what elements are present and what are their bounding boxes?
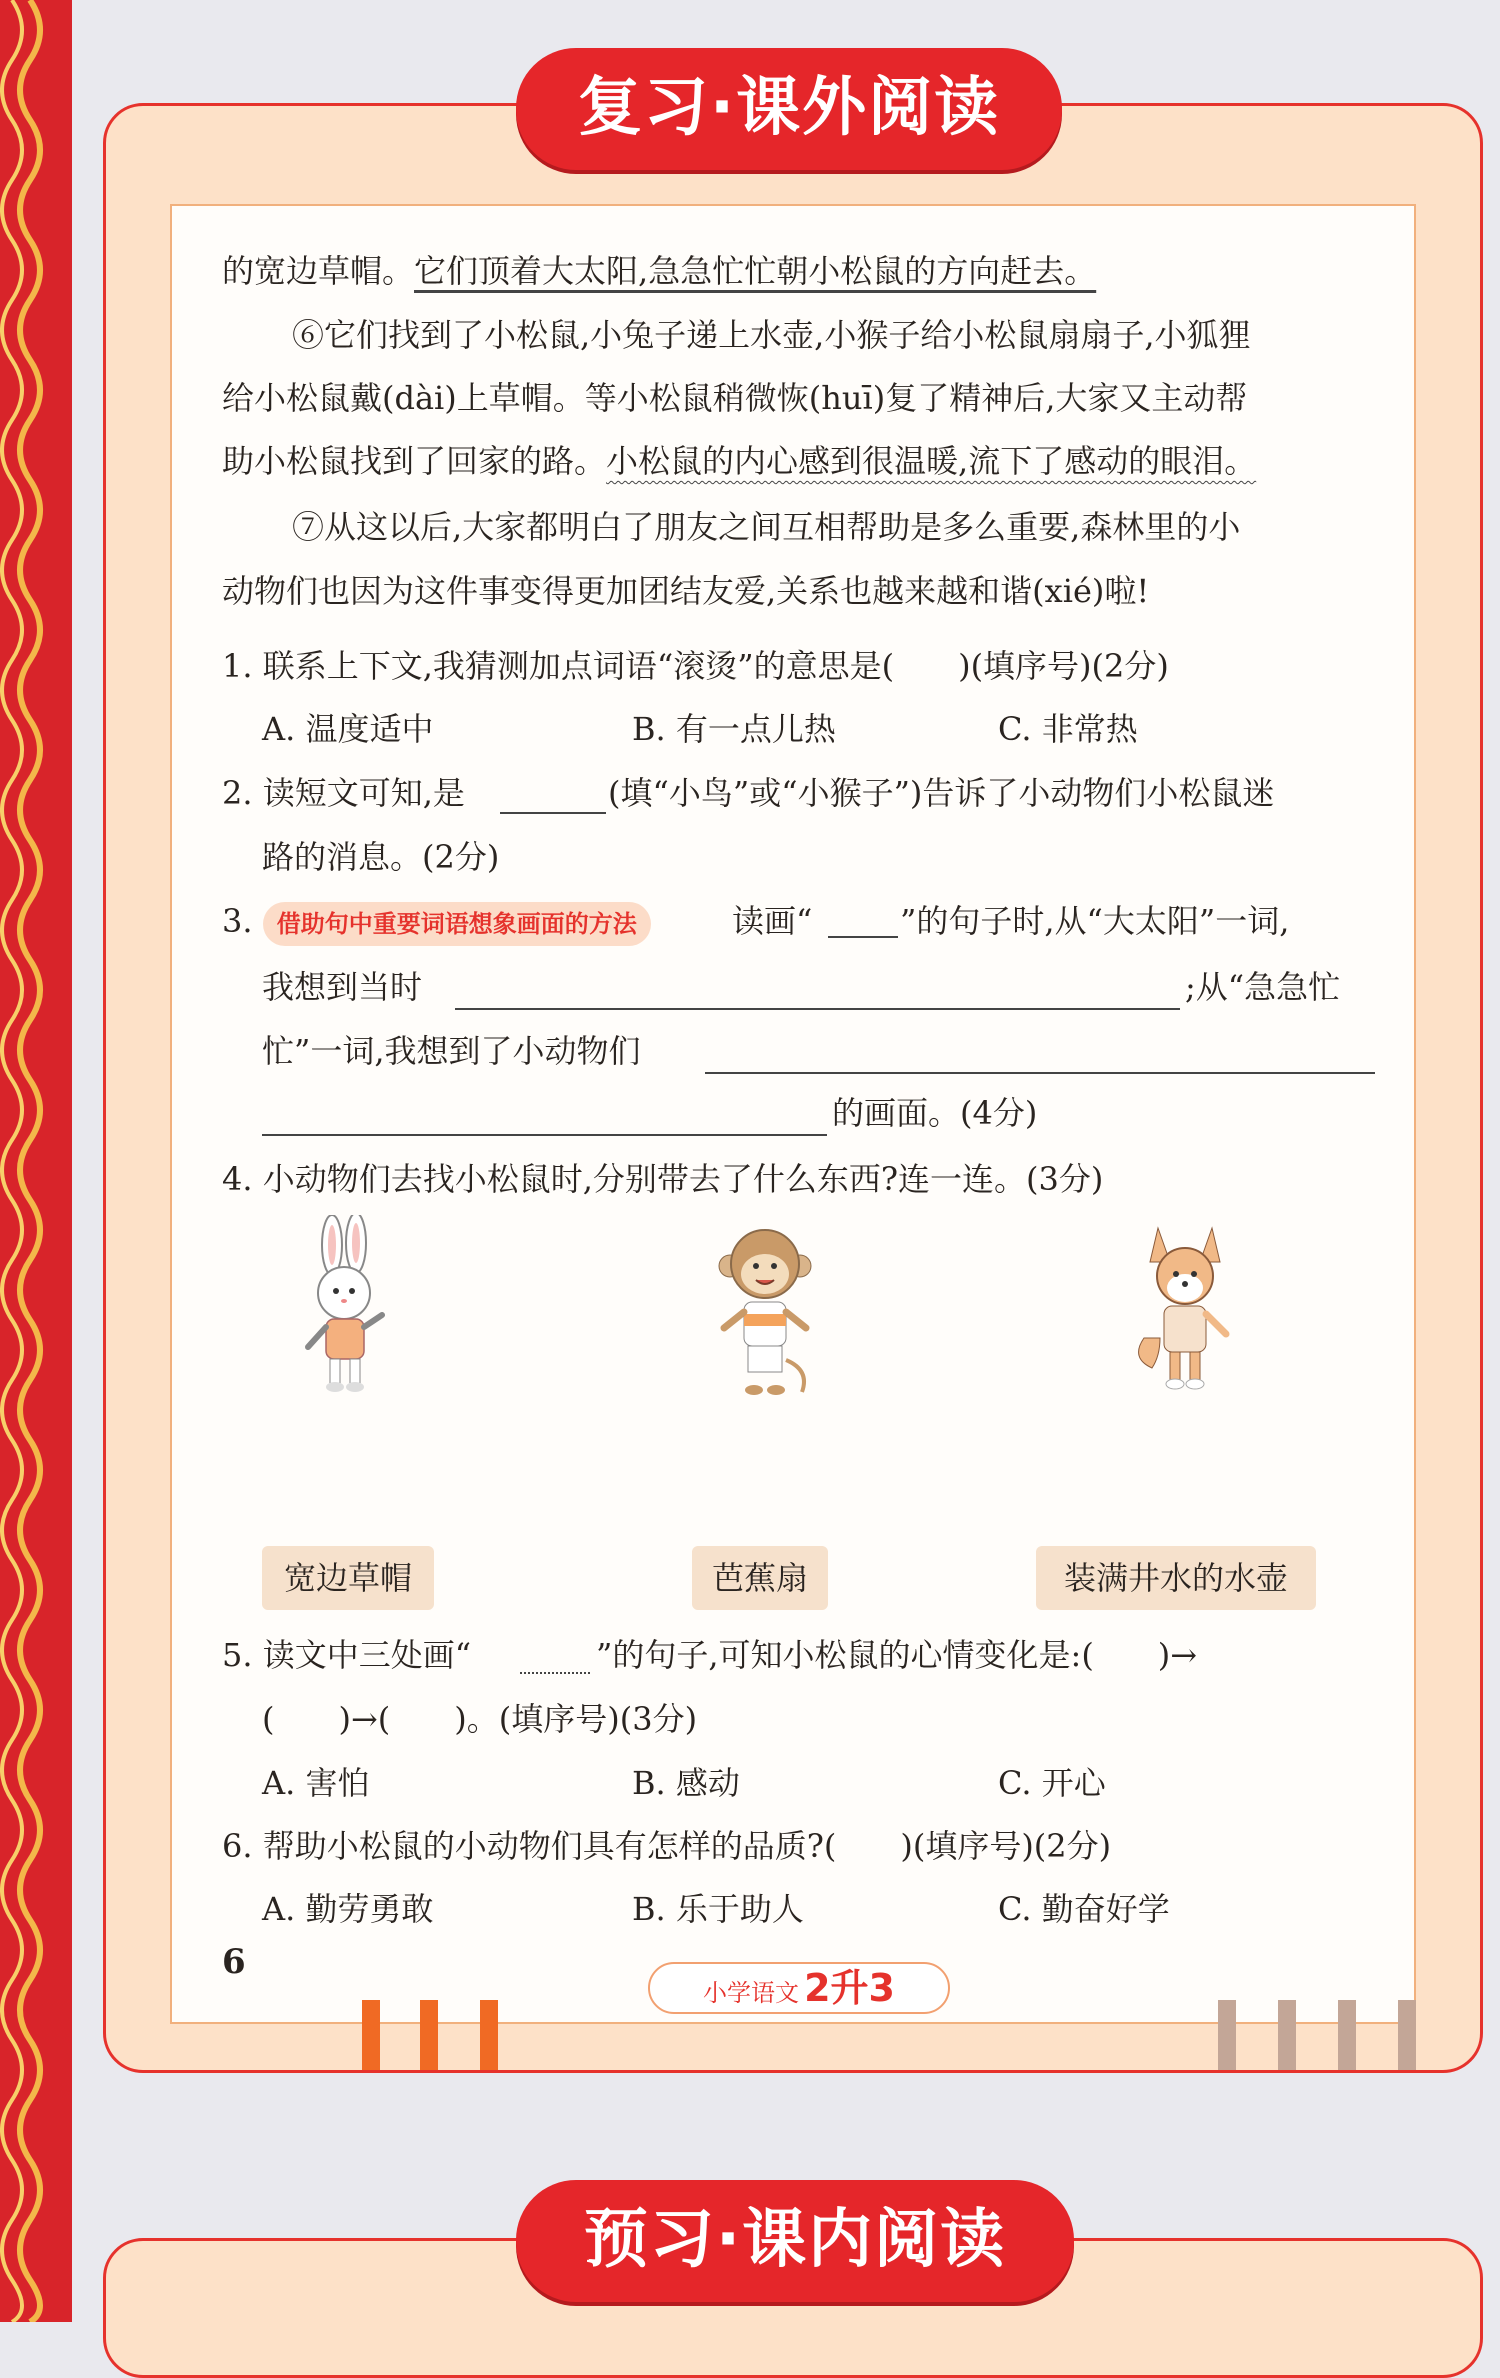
question-5-line1a: 5. 读文中三处画“	[222, 1636, 472, 1674]
q6-option-c[interactable]: C. 勤奋好学	[998, 1890, 1170, 1928]
passage-para7-line1: ⑦从这以后,大家都明白了朋友之间互相帮助是多么重要,森林里的小	[292, 508, 1241, 546]
q3-line1-text-a: 读画“	[732, 902, 813, 940]
decor-bar	[362, 2000, 380, 2070]
passage-line-1	[222, 240, 1380, 303]
decor-bar	[420, 2000, 438, 2070]
q5-option-a[interactable]: A. 害怕	[262, 1764, 370, 1802]
q1-option-b[interactable]: B. 有一点儿热	[632, 710, 836, 748]
q3-line1-text-b: ”的句子时,从“大太阳”一词,	[900, 902, 1290, 940]
footer-badge	[648, 1962, 950, 2014]
q5-wavy-mark	[520, 1672, 590, 1674]
q2-answer-blank[interactable]	[500, 812, 606, 814]
question-2-line2: 路的消息。(2分)	[262, 838, 500, 876]
rabbit-icon[interactable]	[290, 1215, 410, 1395]
passage-para7-line2: 动物们也因为这件事变得更加团结友爱,关系也越来越和谐(xié)啦!	[222, 572, 1150, 610]
q3-line2-text: 我想到当时	[262, 968, 423, 1006]
question-2-line1: 2. 读短文可知,是	[222, 774, 465, 812]
item-wide-brim-hat[interactable]: 宽边草帽	[262, 1546, 434, 1610]
q3-mark-blank	[828, 936, 898, 938]
decor-bar	[480, 2000, 498, 2070]
q3-answer-blank-1[interactable]	[455, 1008, 1180, 1010]
passage-text: 助小松鼠找到了回家的路。	[222, 442, 607, 480]
decor-bar	[1338, 2000, 1356, 2070]
footer-grade: 2升3	[804, 1966, 895, 2010]
wavy-underlined-sentence: 小松鼠的内心感到很温暖,流下了感动的眼泪。	[606, 442, 1257, 480]
q1-option-a[interactable]: A. 温度适中	[262, 710, 434, 748]
section-title-preview: 预习·课内阅读	[516, 2180, 1074, 2302]
q6-option-b[interactable]: B. 乐于助人	[632, 1890, 804, 1928]
q3-answer-blank-2[interactable]	[705, 1072, 1375, 1074]
method-hint-badge: 借助句中重要词语想象画面的方法	[263, 902, 651, 946]
q1-option-c[interactable]: C. 非常热	[998, 710, 1138, 748]
question-3-line1	[222, 890, 651, 953]
footer-subject: 小学语文	[703, 1979, 799, 2007]
fox-icon[interactable]	[1130, 1218, 1240, 1398]
q3-line3-text: 忙”一词,我想到了小动物们	[262, 1032, 641, 1070]
passage-text: 的宽边草帽。	[222, 252, 415, 290]
q6-option-a[interactable]: A. 勤劳勇敢	[262, 1890, 434, 1928]
section-title-review: 复习·课外阅读	[516, 48, 1062, 170]
q3-number: 3.	[222, 902, 253, 940]
question-1: 1. 联系上下文,我猜测加点词语“滚烫”的意思是( )(填序号)(2分)	[222, 647, 1169, 685]
question-2-line1-rest: (填“小鸟”或“小猴子”)告诉了小动物们小松鼠迷	[608, 774, 1275, 812]
q5-option-b[interactable]: B. 感动	[632, 1764, 740, 1802]
question-6: 6. 帮助小松鼠的小动物们具有怎样的品质?( )(填序号)(2分)	[222, 1827, 1112, 1865]
q3-answer-blank-3[interactable]	[262, 1134, 827, 1136]
decor-bar	[1278, 2000, 1296, 2070]
passage-para6-line1: ⑥它们找到了小松鼠,小兔子递上水壶,小猴子给小松鼠扇扇子,小狐狸	[292, 316, 1251, 354]
page-number: 6	[222, 1942, 246, 1982]
question-4: 4. 小动物们去找小松鼠时,分别带去了什么东西?连一连。(3分)	[222, 1160, 1104, 1198]
monkey-icon[interactable]	[710, 1220, 820, 1400]
q3-line2-rest: ;从“急急忙	[1185, 968, 1341, 1006]
q3-line4-text: 的画面。(4分)	[832, 1094, 1038, 1132]
decor-bar	[1398, 2000, 1416, 2070]
underlined-sentence: 它们顶着大太阳,急急忙忙朝小松鼠的方向赶去。	[414, 252, 1097, 290]
question-5-line2: ( )→( )。(填序号)(3分)	[262, 1700, 698, 1738]
decor-bar	[1218, 2000, 1236, 2070]
passage-para6-line2: 给小松鼠戴(dài)上草帽。等小松鼠稍微恢(huī)复了精神后,大家又主动帮	[222, 379, 1248, 417]
left-decorative-strip	[0, 0, 72, 2322]
question-5-line1b: ”的句子,可知小松鼠的心情变化是:( )→	[596, 1636, 1198, 1674]
item-banana-leaf-fan[interactable]: 芭蕉扇	[692, 1546, 828, 1610]
q5-option-c[interactable]: C. 开心	[998, 1764, 1106, 1802]
passage-para6-line3	[222, 430, 1380, 493]
item-water-kettle[interactable]: 装满井水的水壶	[1036, 1546, 1316, 1610]
wave-pattern-icon	[0, 0, 72, 2322]
